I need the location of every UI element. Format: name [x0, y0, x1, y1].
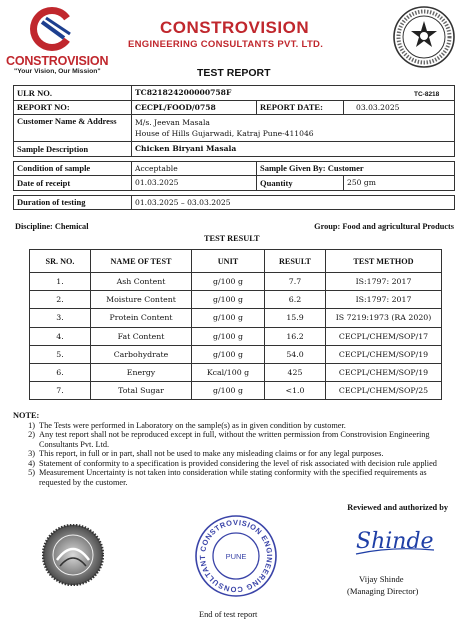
sr-cell: 5. — [30, 345, 91, 363]
accreditation-seal-icon — [392, 5, 456, 69]
note-item — [13, 449, 453, 459]
test-name-cell: Protein Content — [91, 309, 192, 327]
note-item — [13, 468, 453, 487]
table-row — [30, 309, 442, 327]
note-number: 5) — [28, 468, 35, 477]
sr-cell: 1. — [30, 273, 91, 291]
reviewed-label: Reviewed and authorized by — [347, 503, 448, 512]
customer-value — [132, 115, 455, 142]
customer-name: M/s. Jeevan Masala — [135, 118, 210, 127]
report-title: TEST REPORT — [197, 67, 271, 79]
condition-row — [14, 161, 455, 176]
sr-cell: 4. — [30, 327, 91, 345]
stamp-center-text: PUNE — [225, 552, 247, 561]
report-date-label: REPORT DATE: — [257, 100, 344, 115]
discipline-label: Discipline: Chemical — [15, 222, 89, 231]
result-cell: 54.0 — [265, 345, 326, 363]
test-result-table — [29, 249, 442, 400]
unit-cell: g/100 g — [192, 273, 265, 291]
test-name-cell: Energy — [91, 363, 192, 381]
note-number: 1) — [28, 420, 35, 430]
test-name-cell: Ash Content — [91, 273, 192, 291]
table-row — [30, 291, 442, 309]
result-cell: <1.0 — [265, 382, 326, 400]
ulr-row — [14, 86, 455, 101]
sr-cell: 2. — [30, 291, 91, 309]
test-result-heading: TEST RESULT — [204, 234, 260, 243]
method-cell: IS 7219:1973 (RA 2020) — [326, 309, 442, 327]
method-cell: CECPL/CHEM/SOP/19 — [326, 363, 442, 381]
test-name-cell: Carbohydrate — [91, 345, 192, 363]
duration-label: Duration of testing — [14, 195, 132, 210]
company-subtitle: ENGINEERING CONSULTANTS PVT. LTD. — [128, 39, 324, 50]
sr-cell: 6. — [30, 363, 91, 381]
signature-handwriting — [352, 520, 438, 564]
end-of-report: End of test report — [199, 610, 258, 619]
col-header-unit: UNIT — [192, 250, 265, 273]
unit-cell: g/100 g — [192, 345, 265, 363]
table-row — [30, 345, 442, 363]
receipt-value: 01.03.2025 — [132, 176, 257, 191]
col-header-method: TEST METHOD — [326, 250, 442, 273]
given-by-label: Sample Given By: Customer — [257, 161, 455, 176]
unit-cell: g/100 g — [192, 327, 265, 345]
col-header-result: RESULT — [265, 250, 326, 273]
sample-desc-value: Chicken Biryani Masala — [132, 142, 455, 157]
method-cell: CECPL/CHEM/SOP/17 — [326, 327, 442, 345]
note-number: 3) — [28, 449, 35, 458]
unit-cell: Kcal/100 g — [192, 363, 265, 381]
result-header-row — [30, 250, 442, 273]
table-row — [30, 363, 442, 381]
company-name: CONSTROVISION — [160, 18, 310, 37]
condition-value: Acceptable — [132, 161, 257, 176]
col-header-sr: SR. NO. — [30, 250, 91, 273]
sr-cell: 3. — [30, 309, 91, 327]
method-cell: IS:1797: 2017 — [326, 291, 442, 309]
report-date-value: 03.03.2025 — [344, 100, 455, 115]
signatory-designation: (Managing Director) — [347, 586, 419, 596]
duration-row — [14, 195, 455, 210]
logo-wordmark: CONSTROVISION — [6, 54, 109, 68]
method-cell: IS:1797: 2017 — [326, 273, 442, 291]
result-cell: 16.2 — [265, 327, 326, 345]
signature-text: Shinde — [356, 529, 434, 554]
note-text: The Tests were performed in Laboratory on the sample(s) as in given condition by customer. — [39, 420, 346, 430]
receipt-label: Date of receipt — [14, 176, 132, 191]
condition-label: Condition of sample — [14, 161, 132, 176]
test-name-cell: Moisture Content — [91, 291, 192, 309]
unit-cell: g/100 g — [192, 291, 265, 309]
table-row — [30, 382, 442, 400]
unit-cell: g/100 g — [192, 382, 265, 400]
notes-label: NOTE: — [13, 411, 40, 420]
company-logo — [20, 4, 84, 54]
sr-cell: 7. — [30, 382, 91, 400]
unit-cell: g/100 g — [192, 309, 265, 327]
note-text: Any test report shall not be reproduced except in full, without the written permission from Constrovision Engineering Consultants Pvt. Ltd. — [39, 430, 430, 449]
quantity-value: 250 gm — [344, 176, 455, 191]
sample-desc-label: Sample Description — [14, 142, 132, 157]
ulr-value: TC821824200000758F — [132, 86, 455, 101]
document-number: TC-8218 — [414, 91, 440, 98]
receipt-row — [14, 176, 455, 191]
sample-desc-row — [14, 142, 455, 157]
test-name-cell: Total Sugar — [91, 382, 192, 400]
note-item — [13, 421, 453, 431]
note-text: Measurement Uncertainty is not taken into consideration while stating conformity with the specified requirements as requested by the customer. — [39, 468, 427, 487]
result-cell: 15.9 — [265, 309, 326, 327]
stamp-ring-text: CONSTROVISION ENGINEERING CONSULTANT — [197, 517, 275, 595]
note-item — [13, 459, 453, 469]
ulr-label: ULR NO. — [14, 86, 132, 101]
method-cell: CECPL/CHEM/SOP/25 — [326, 382, 442, 400]
table-row — [30, 327, 442, 345]
report-info-table — [13, 85, 455, 210]
note-number: 4) — [28, 458, 35, 468]
logo-tagline: "Your Vision, Our Mission" — [14, 68, 101, 75]
result-cell: 7.7 — [265, 273, 326, 291]
report-no-label: REPORT NO: — [14, 100, 132, 115]
col-header-test: NAME OF TEST — [91, 250, 192, 273]
customer-address: House of Hills Gujarwadi, Katraj Pune-411046 — [135, 129, 314, 138]
hologram-seal-icon — [42, 524, 104, 586]
customer-label: Customer Name & Address — [14, 115, 132, 142]
note-text: Statement of conformity to a specification is provided considering the level of risk associated with decision rule applied — [39, 458, 437, 468]
result-cell: 6.2 — [265, 291, 326, 309]
note-text: This report, in full or in part, shall not be used to make any misleading claims or for any legal purposes. — [39, 449, 384, 458]
note-item — [13, 430, 453, 449]
duration-value: 01.03.2025 – 03.03.2025 — [132, 195, 455, 210]
note-number: 2) — [28, 430, 35, 439]
customer-row — [14, 115, 455, 142]
table-row — [30, 273, 442, 291]
result-cell: 425 — [265, 363, 326, 381]
notes-section — [13, 411, 453, 487]
quantity-label: Quantity — [257, 176, 344, 191]
method-cell: CECPL/CHEM/SOP/19 — [326, 345, 442, 363]
company-stamp — [194, 514, 278, 598]
test-name-cell: Fat Content — [91, 327, 192, 345]
report-no-value: CECPL/FOOD/0758 — [132, 100, 257, 115]
report-no-row — [14, 100, 455, 115]
signatory-name: Vijay Shinde — [359, 574, 404, 584]
group-label: Group: Food and agricultural Products — [314, 222, 454, 231]
